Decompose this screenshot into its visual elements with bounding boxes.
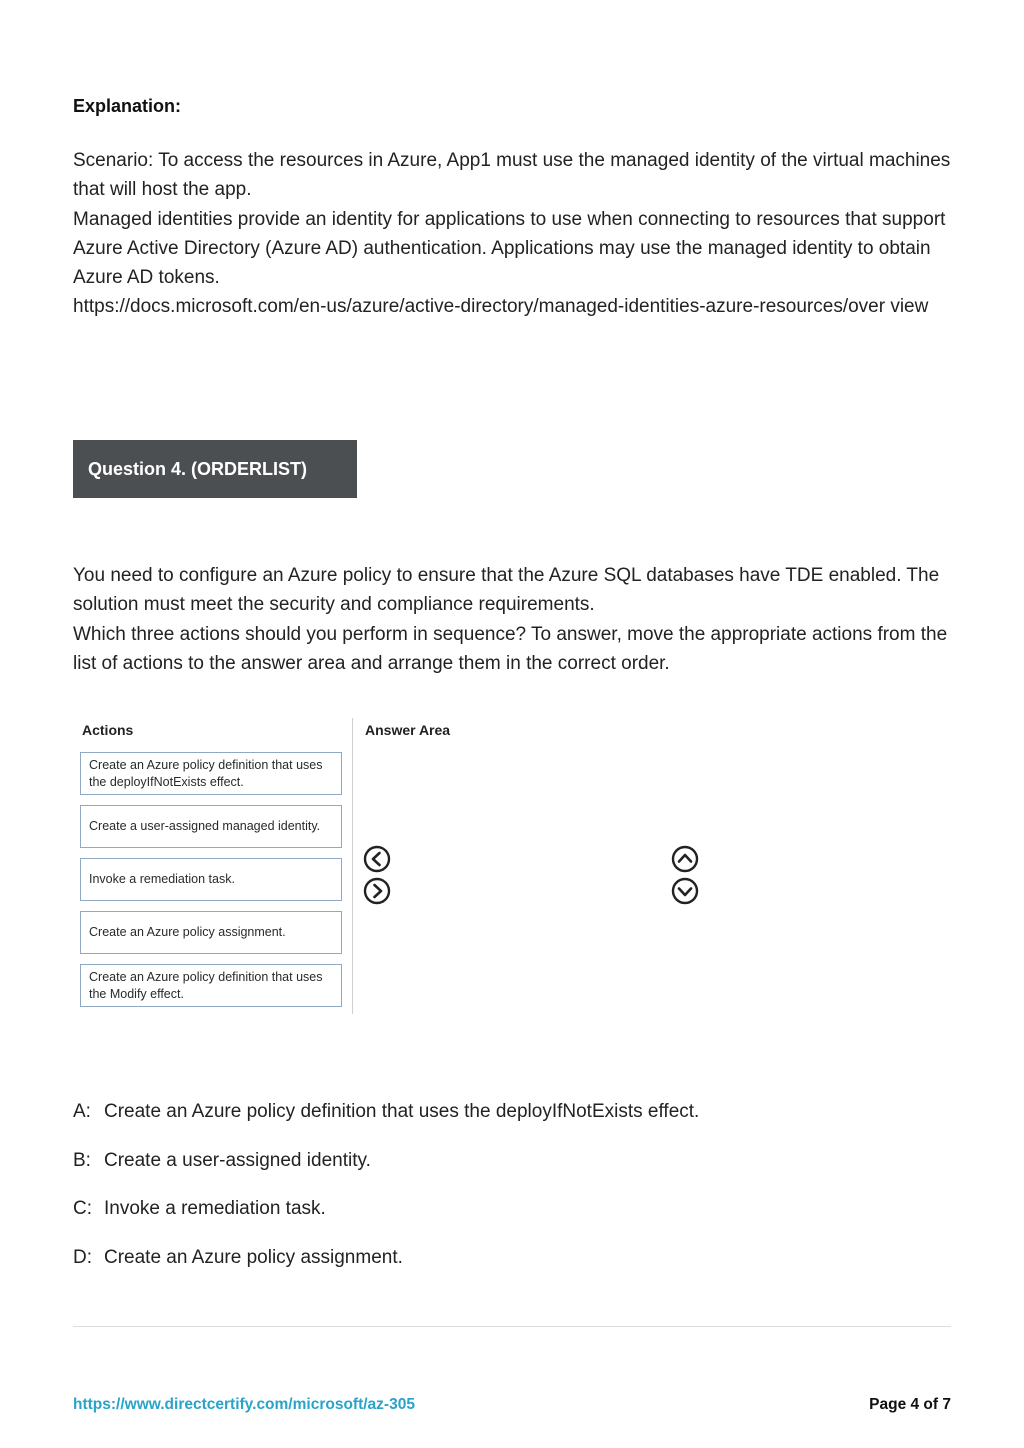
action-item[interactable]: Create an Azure policy definition that uses the deployIfNotExists effect. [80, 752, 342, 795]
question-paragraph: Which three actions should you perform in sequence? To answer, move the appropriate actions from the list of actions to the answer area and arrange them in the correct order. [73, 623, 948, 674]
exhibit-divider [352, 718, 353, 1014]
question-paragraph: You need to configure an Azure policy to ensure that the Azure SQL databases have TDE enabled. The solution must meet the security and compliance requirements. [73, 565, 940, 616]
option-a [73, 1097, 699, 1146]
option-letter: A: [73, 1101, 91, 1122]
question-header: Question 4. (ORDERLIST) [73, 440, 357, 498]
action-item[interactable]: Invoke a remediation task. [80, 858, 342, 901]
option-letter: B: [73, 1149, 91, 1171]
action-item[interactable]: Create a user-assigned managed identity. [80, 805, 342, 848]
option-letter: C: [73, 1198, 92, 1220]
page-number: Page 4 of 7 [869, 1396, 951, 1413]
option-text: Create a user-assigned identity. [104, 1149, 371, 1171]
explanation-detail: Managed identities provide an identity for applications to use when connecting to resources that support Azure Active Directory (Azure AD) authentication. Applications may use the managed identity to obtain Azure AD tokens. [73, 208, 946, 289]
chevron-up-circle-icon[interactable] [671, 845, 699, 873]
option-c [73, 1194, 699, 1243]
question-text [73, 561, 963, 678]
explanation-heading: Explanation: [73, 96, 182, 116]
answer-options [73, 1097, 699, 1292]
footer-divider [73, 1326, 951, 1327]
explanation-scenario: Scenario: To access the resources in Azure, App1 must use the managed identity of the virtual machines that will host the app. [73, 150, 951, 201]
chevron-left-circle-icon[interactable] [363, 845, 391, 873]
chevron-down-circle-icon[interactable] [671, 877, 699, 905]
option-letter: D: [73, 1247, 92, 1269]
explanation-body [73, 146, 963, 322]
answer-area-title: Answer Area [365, 722, 451, 738]
footer-link[interactable]: https://www.directcertify.com/microsoft/az-305 [73, 1396, 415, 1413]
option-text: Create an Azure policy definition that uses the deployIfNotExists effect. [104, 1101, 700, 1122]
action-item[interactable]: Create an Azure policy definition that uses the Modify effect. [80, 964, 342, 1007]
orderlist-exhibit [73, 714, 713, 1014]
chevron-right-circle-icon[interactable] [363, 877, 391, 905]
option-b [73, 1146, 699, 1195]
option-d [73, 1243, 699, 1292]
actions-title: Actions [82, 722, 134, 738]
option-text: Invoke a remediation task. [104, 1198, 326, 1220]
reference-link[interactable]: https://docs.microsoft.com/en-us/azure/active-directory/managed-identities-azure-resources/over view [73, 296, 929, 318]
action-item[interactable]: Create an Azure policy assignment. [80, 911, 342, 954]
option-text: Create an Azure policy assignment. [104, 1247, 403, 1269]
